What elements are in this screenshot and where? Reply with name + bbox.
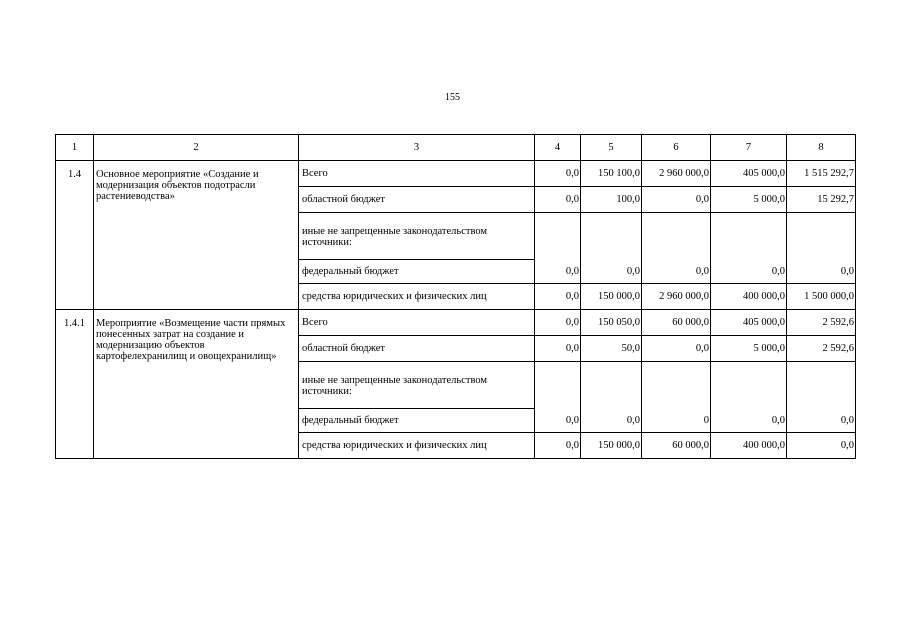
header-cell-6: 6	[642, 135, 711, 161]
value-col-7: 5 000,0	[711, 187, 787, 213]
funding-source: федеральный бюджет	[299, 260, 535, 284]
funding-source: иные не запрещенные законодательством источники:	[299, 362, 535, 409]
header-cell-1: 1	[56, 135, 94, 161]
header-cell-7: 7	[711, 135, 787, 161]
value-col-8: 2 592,6	[787, 336, 856, 362]
funding-source: средства юридических и физических лиц	[299, 284, 535, 310]
measure-name: Основное мероприятие «Создание и модернизация объектов подотрасли растениеводства»	[94, 161, 299, 310]
value-col-7: 5 000,0	[711, 336, 787, 362]
funding-source: областной бюджет	[299, 187, 535, 213]
header-row	[56, 135, 856, 161]
value-col-6: 2 960 000,0	[642, 161, 711, 187]
header-cell-8: 8	[787, 135, 856, 161]
value-col-4: 0,0	[535, 213, 581, 284]
value-col-8: 0,0	[787, 362, 856, 433]
value-col-5: 50,0	[581, 336, 642, 362]
funding-source: средства юридических и физических лиц	[299, 433, 535, 459]
value-col-8: 15 292,7	[787, 187, 856, 213]
measure-number: 1.4	[56, 161, 94, 310]
funding-source: иные не запрещенные законодательством источники:	[299, 213, 535, 260]
funding-source: Всего	[299, 310, 535, 336]
value-col-8: 1 500 000,0	[787, 284, 856, 310]
funding-source: областной бюджет	[299, 336, 535, 362]
value-col-6: 0	[642, 362, 711, 433]
value-col-8: 0,0	[787, 213, 856, 284]
table-row	[56, 310, 856, 336]
value-col-5: 150 100,0	[581, 161, 642, 187]
value-col-5: 150 000,0	[581, 433, 642, 459]
header-cell-5: 5	[581, 135, 642, 161]
header-cell-3: 3	[299, 135, 535, 161]
funding-source: Всего	[299, 161, 535, 187]
value-col-7: 400 000,0	[711, 433, 787, 459]
measure-name: Мероприятие «Возмещение части прямых понесенных затрат на создание и модернизацию объектов картофелехранилищ и овощехранилищ»	[94, 310, 299, 459]
value-col-4: 0,0	[535, 362, 581, 433]
value-col-4: 0,0	[535, 187, 581, 213]
value-col-7: 400 000,0	[711, 284, 787, 310]
measure-number: 1.4.1	[56, 310, 94, 459]
value-col-7: 0,0	[711, 362, 787, 433]
value-col-5: 0,0	[581, 213, 642, 284]
header-cell-4: 4	[535, 135, 581, 161]
header-cell-2: 2	[94, 135, 299, 161]
value-col-7: 0,0	[711, 213, 787, 284]
value-col-6: 0,0	[642, 336, 711, 362]
value-col-6: 0,0	[642, 213, 711, 284]
value-col-7: 405 000,0	[711, 310, 787, 336]
value-col-5: 150 000,0	[581, 284, 642, 310]
value-col-5: 100,0	[581, 187, 642, 213]
value-col-4: 0,0	[535, 433, 581, 459]
value-col-8: 2 592,6	[787, 310, 856, 336]
page-number: 155	[445, 92, 460, 103]
value-col-5: 150 050,0	[581, 310, 642, 336]
value-col-7: 405 000,0	[711, 161, 787, 187]
value-col-5: 0,0	[581, 362, 642, 433]
value-col-4: 0,0	[535, 284, 581, 310]
value-col-8: 1 515 292,7	[787, 161, 856, 187]
value-col-6: 0,0	[642, 187, 711, 213]
value-col-6: 2 960 000,0	[642, 284, 711, 310]
value-col-4: 0,0	[535, 336, 581, 362]
value-col-4: 0,0	[535, 310, 581, 336]
value-col-6: 60 000,0	[642, 310, 711, 336]
value-col-6: 60 000,0	[642, 433, 711, 459]
value-col-4: 0,0	[535, 161, 581, 187]
funding-source: федеральный бюджет	[299, 409, 535, 433]
value-col-8: 0,0	[787, 433, 856, 459]
table-row	[56, 161, 856, 187]
budget-table	[55, 134, 856, 459]
